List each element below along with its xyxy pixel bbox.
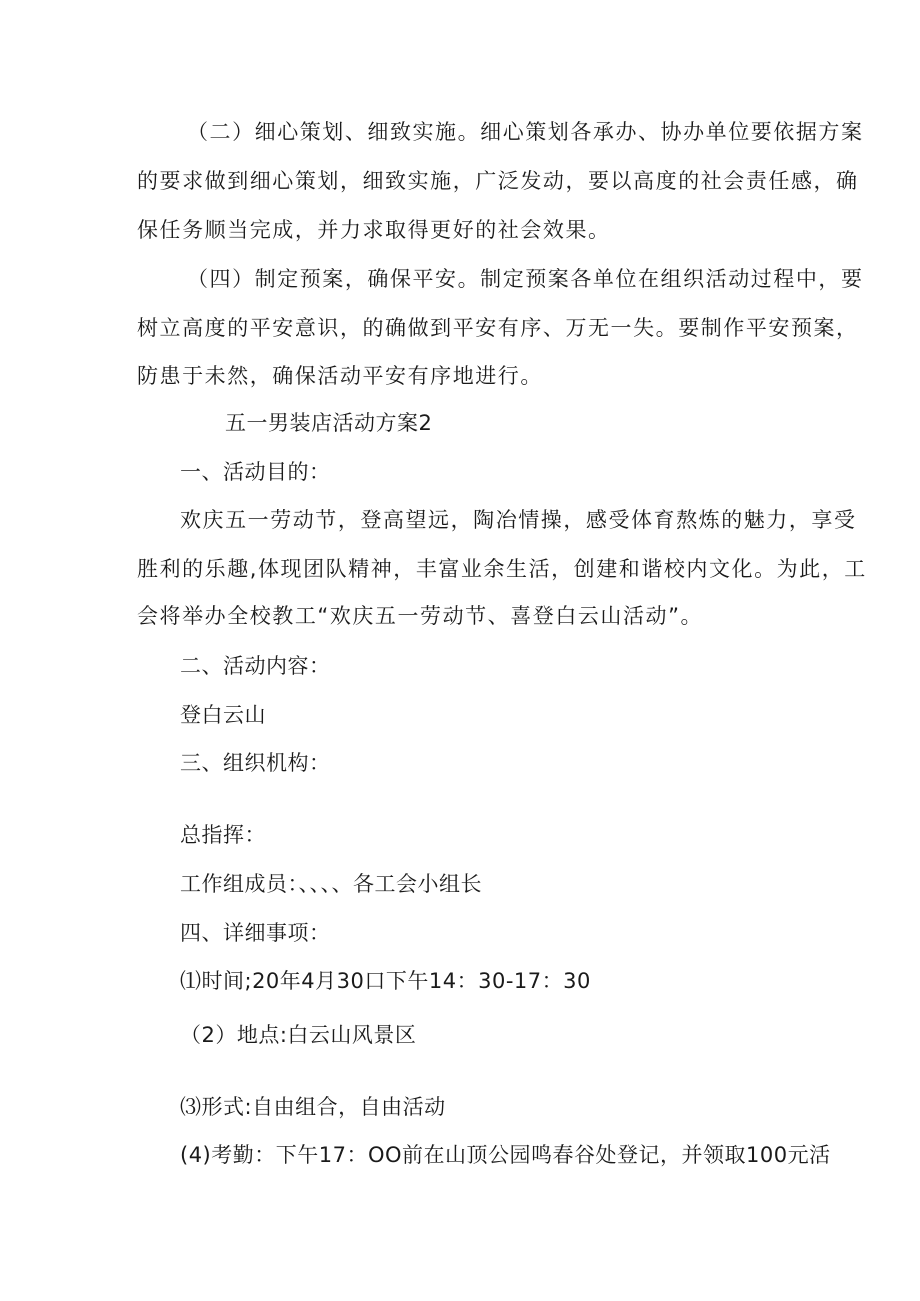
section-2-text: 登白云山 bbox=[180, 703, 266, 727]
item-location: （2）地点:白云山风景区 bbox=[180, 1023, 417, 1047]
section-4-heading: 四、详细事项： bbox=[180, 921, 331, 945]
paragraph-2-line-2: 树立高度的平安意识，的确做到平安有序、万无一失。要制作平安预案， bbox=[137, 316, 859, 340]
paragraph-1-line-2: 的要求做到细心策划，细致实施，广泛发动，要以高度的社会责任感，确 bbox=[137, 169, 859, 193]
paragraph-3-line-3: 会将举办全校教工“欢庆五一劳动节、喜登白云山活动”。 bbox=[137, 604, 704, 628]
section-2-heading: 二、活动内容： bbox=[180, 654, 331, 678]
paragraph-3-line-1: 欢庆五一劳动节，登高望远，陶冶情操，感受体育熬炼的魅力，享受 bbox=[180, 508, 857, 532]
item-format: ⑶形式:自由组合，自由活动 bbox=[180, 1095, 446, 1119]
members-line: 工作组成员：、、、、各工会小组长 bbox=[180, 872, 482, 896]
paragraph-1-line-1: （二）细心策划、细致实施。细心策划各承办、协办单位要依据方案 bbox=[187, 120, 864, 144]
commander-label: 总指挥： bbox=[180, 823, 266, 847]
document-title: 五一男装店活动方案2 bbox=[225, 411, 433, 435]
item-time: ⑴时间;20年4月30口下午14：30-17：30 bbox=[180, 969, 591, 993]
section-1-heading: 一、活动目的： bbox=[180, 460, 331, 484]
section-3-heading: 三、组织机构： bbox=[180, 751, 331, 775]
paragraph-2-line-1: （四）制定预案，确保平安。制定预案各单位在组织活动过程中，要 bbox=[187, 267, 864, 291]
item-attendance: (4)考勤：下午17：OO前在山顶公园鸣春谷处登记，并领取100元活 bbox=[180, 1143, 831, 1167]
paragraph-1-line-3: 保任务顺当完成，并力求取得更好的社会效果。 bbox=[137, 218, 611, 242]
paragraph-3-line-2: 胜利的乐趣,体现团队精神，丰富业余生活，创建和谐校内文化。为此，工 bbox=[137, 557, 867, 581]
paragraph-2-line-3: 防患于未然，确保活动平安有序地进行。 bbox=[137, 364, 543, 388]
